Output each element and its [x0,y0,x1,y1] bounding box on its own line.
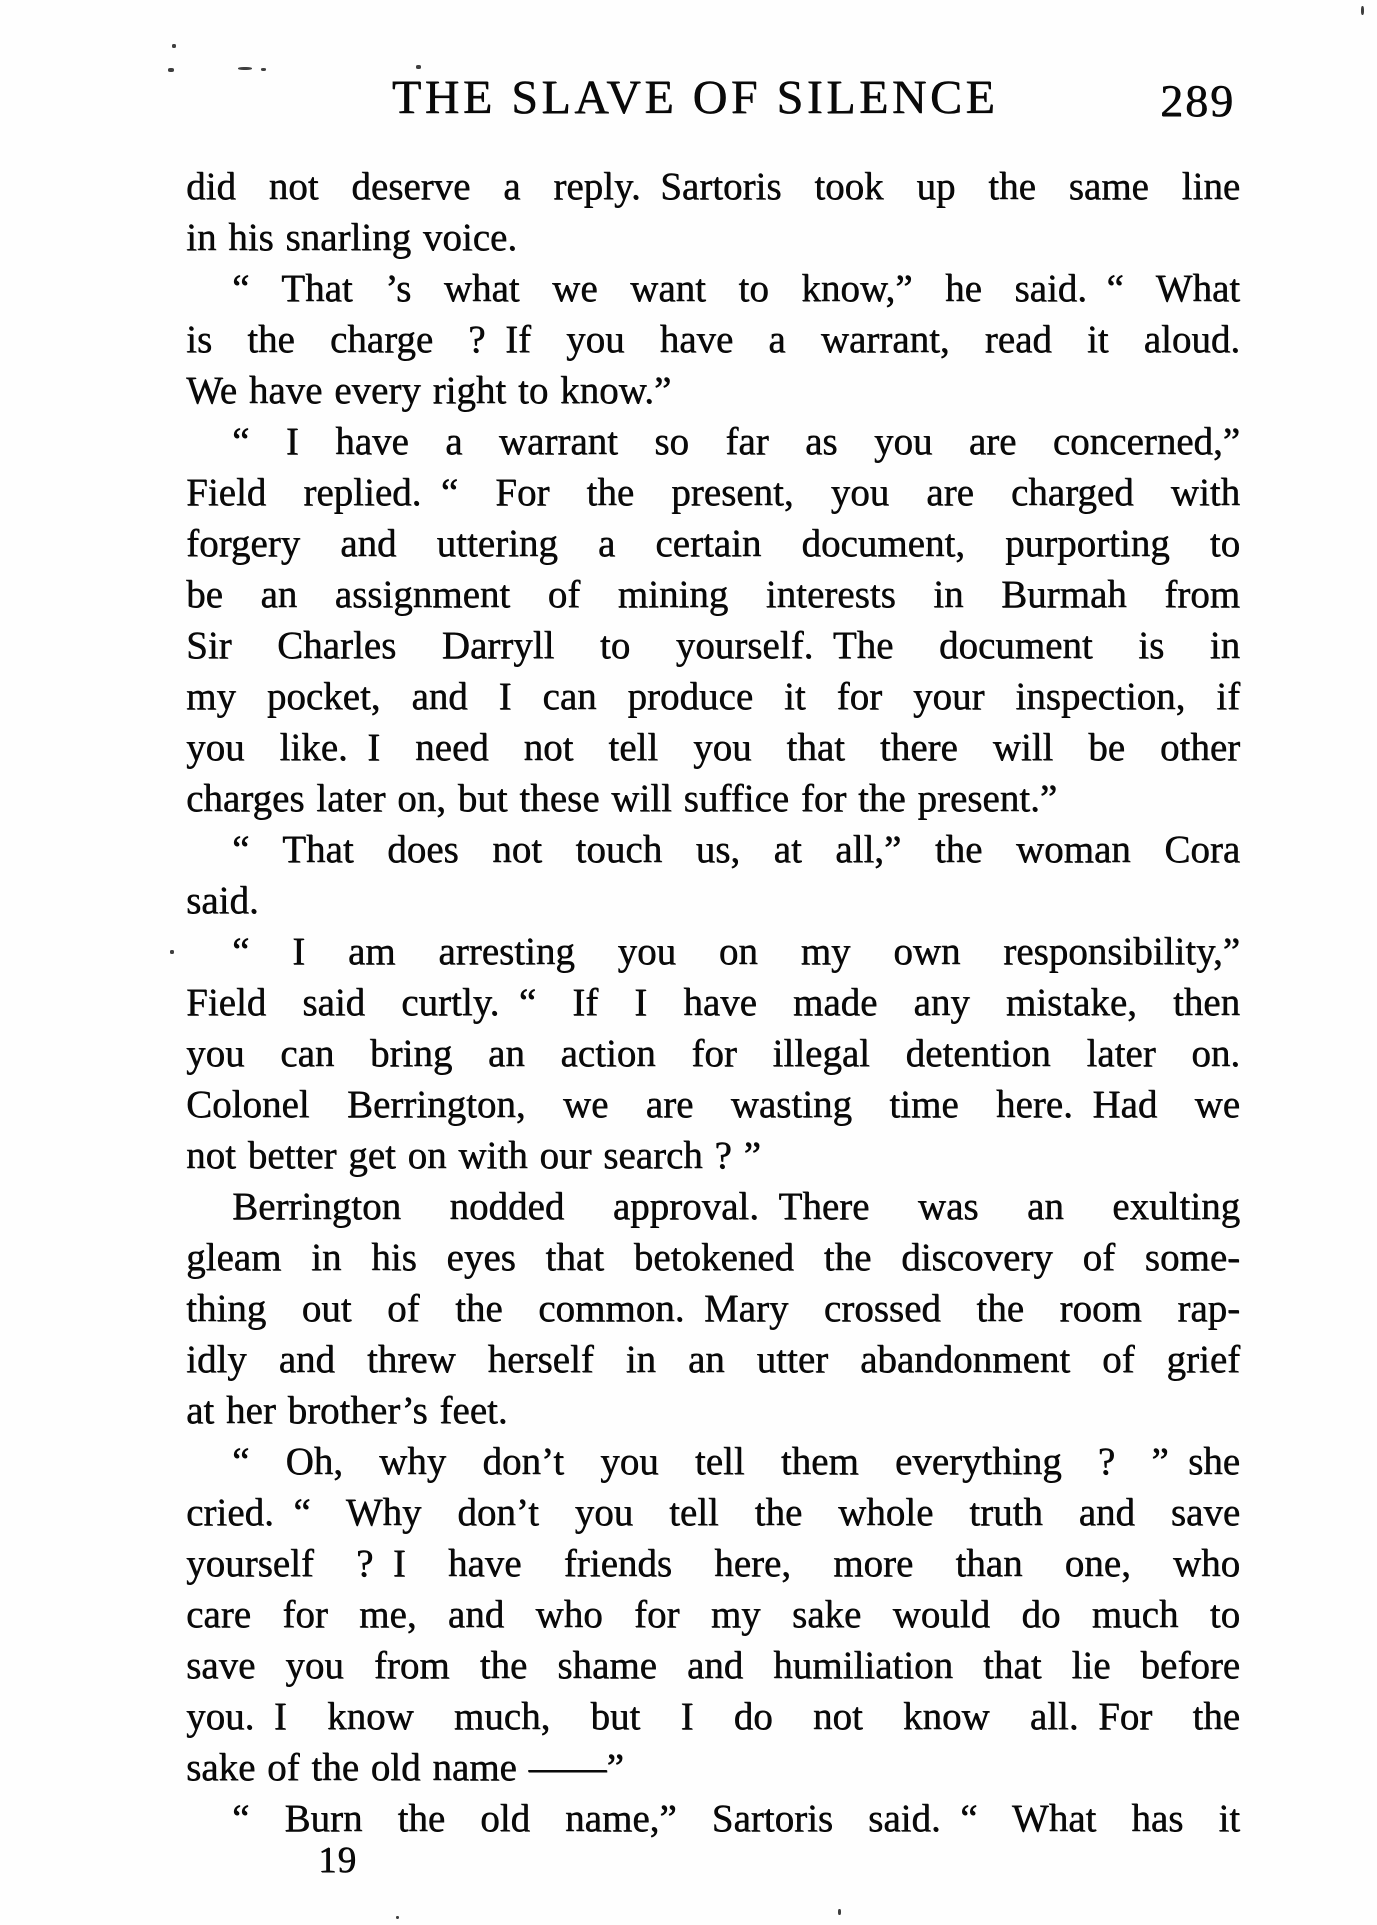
text-line: forgery and uttering a certain document, purporting to [186,522,1240,565]
text-line: We have every right to know.” [186,369,672,412]
text-line: my pocket, and I can produce it for your inspection, if [186,675,1240,718]
text-line: save you from the shame and humiliation that lie before [186,1644,1240,1687]
text-line: you can bring an action for illegal detention later on. [186,1032,1240,1075]
text-line: sake of the old name ——” [186,1746,624,1789]
text-line: Field replied. “ For the present, you are charged with [186,471,1240,514]
text-line: care for me, and who for my sake would do much to [186,1593,1240,1636]
scan-speckle [1361,6,1364,15]
body-text-block [186,161,1240,1844]
text-line: “ I am arresting you on my own responsibility,” [232,930,1240,973]
scan-speckle [416,65,421,69]
text-line: Berrington nodded approval. There was an exulting [232,1185,1240,1228]
text-line: Field said curtly. “ If I have made any mistake, then [186,981,1240,1024]
text-line: Sir Charles Darryll to yourself. The document is in [186,624,1240,667]
text-line: “ That ’s what we want to know,” he said. “ What [232,267,1240,310]
text-line: thing out of the common. Mary crossed the room rap- [186,1287,1240,1330]
text-line: in his snarling voice. [186,216,517,259]
text-line: you like. I need not tell you that there will be other [186,726,1240,769]
text-line: you. I know much, but I do not know all. For the [186,1695,1240,1738]
running-head-title: THE SLAVE OF SILENCE [391,71,999,124]
text-line: “ Burn the old name,” Sartoris said. “ What has it [232,1797,1240,1840]
text-line: gleam in his eyes that betokened the discovery of some- [186,1236,1240,1279]
scan-speckle [168,68,174,72]
signature-mark: 19 [318,1840,357,1881]
text-line: “ I have a warrant so far as you are concerned,” [232,420,1240,463]
text-line: be an assignment of mining interests in Burmah from [186,573,1240,616]
text-line: is the charge ? If you have a warrant, read it aloud. [186,318,1240,361]
scan-speckle [396,1916,399,1919]
text-line: Colonel Berrington, we are wasting time here. Had we [186,1083,1240,1126]
text-line: did not deserve a reply. Sartoris took up the same line [186,165,1240,208]
text-line: at her brother’s feet. [186,1389,508,1432]
text-line: cried. “ Why don’t you tell the whole truth and save [186,1491,1240,1534]
text-line: yourself ? I have friends here, more than one, who [186,1542,1240,1585]
text-line: said. [186,879,259,922]
text-line: idly and threw herself in an utter abandonment of grief [186,1338,1240,1381]
scan-speckle [172,44,176,48]
text-line: charges later on, but these will suffice for the present.” [186,777,1058,820]
scan-speckle [838,1909,841,1915]
scan-speckle [170,950,174,954]
page-number: 289 [1160,75,1235,126]
text-line: “ Oh, why don’t you tell them everything ? ” she [232,1440,1240,1483]
scan-speckle [238,67,252,70]
text-line: “ That does not touch us, at all,” the woman Cora [232,828,1240,871]
text-line: not better get on with our search ? ” [186,1134,761,1177]
scan-speckle [261,68,266,71]
